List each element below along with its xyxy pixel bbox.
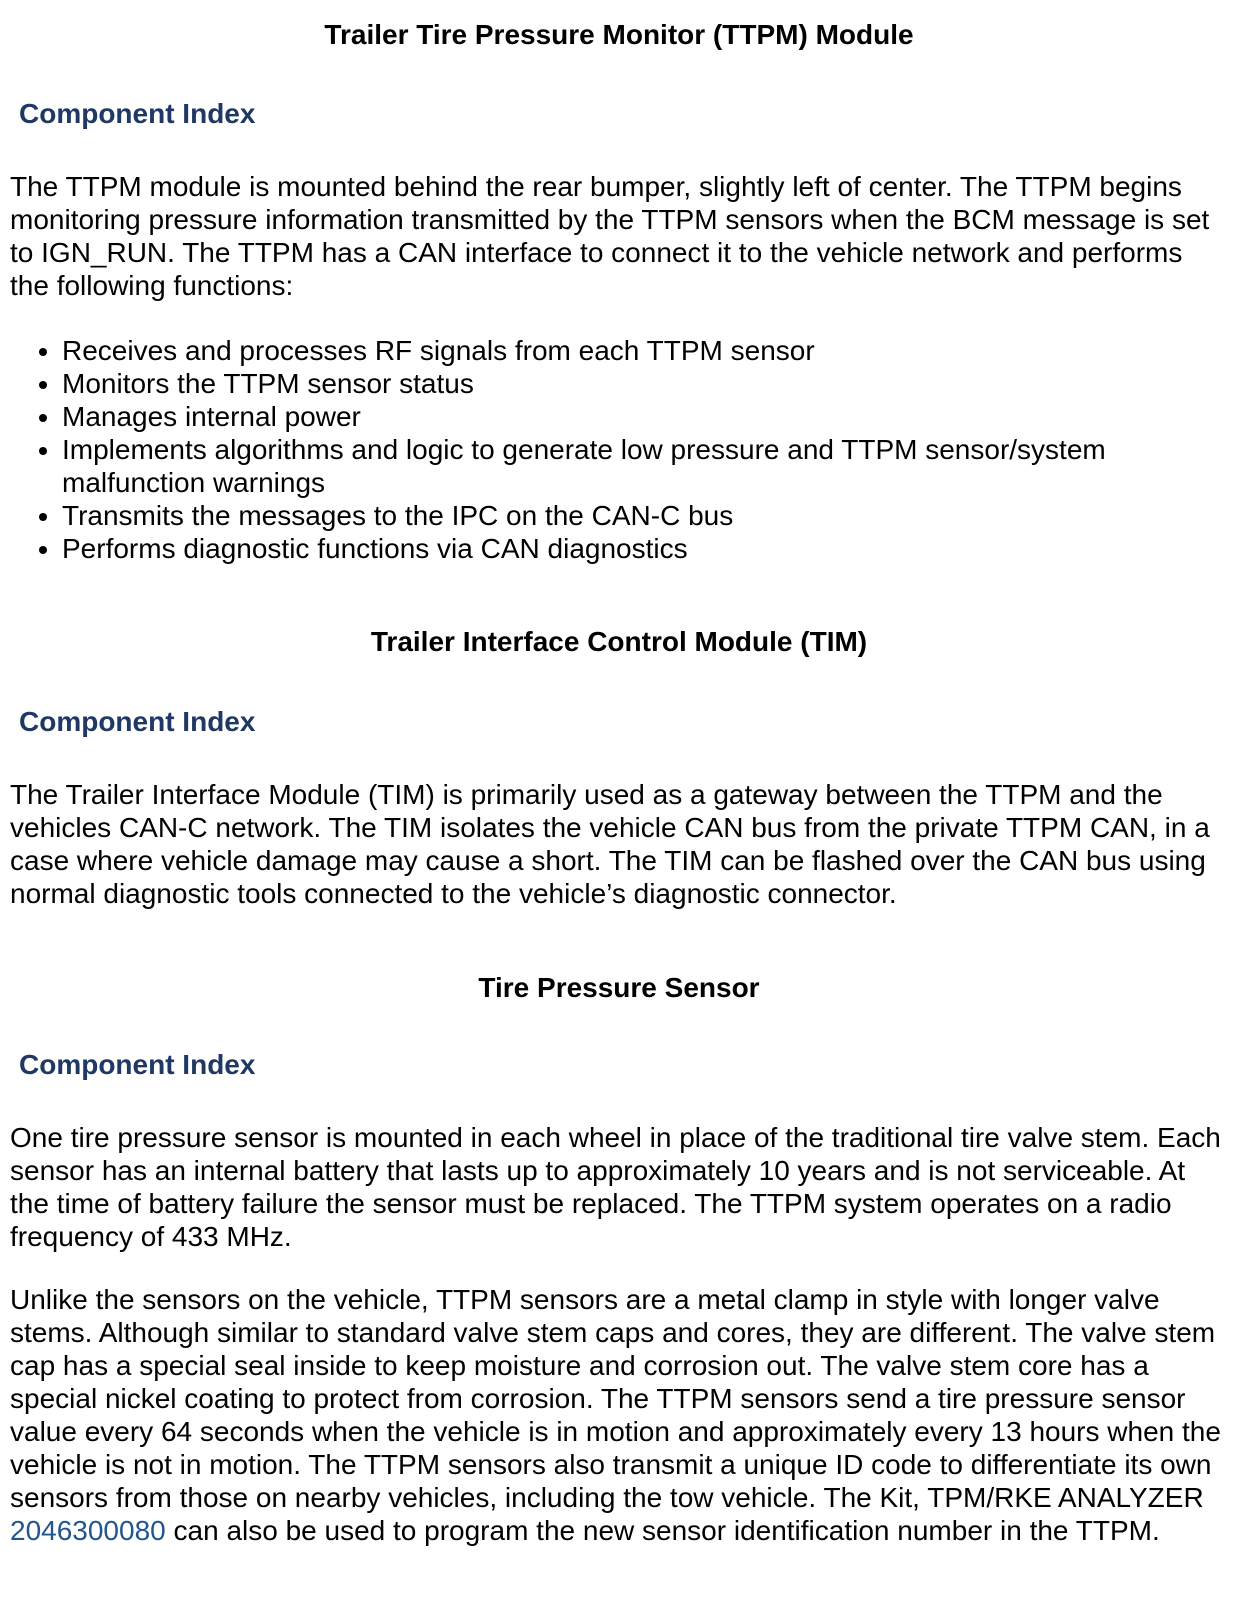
component-index-link[interactable]: Component Index — [19, 706, 256, 737]
sensor-description: One tire pressure sensor is mounted in each wheel in place of the traditional tire valve stem. Each sensor has an internal battery that lasts up to approximately 10 years and is not serviceable. At the time of battery failure the sensor must be replaced. The TTPM system operates on a radio frequency of 433 MHz. — [10, 1122, 1221, 1252]
sensor-details-text-after: can also be used to program the new sensor identification number in the TTPM. — [165, 1515, 1160, 1546]
sensor-details — [10, 1283, 1228, 1547]
service-manual-page — [10, 18, 1228, 1547]
list-item: • Performs diagnostic functions via CAN diagnostics — [62, 532, 1228, 565]
section-tire-pressure-sensor — [10, 971, 1228, 1547]
section-tim — [10, 625, 1228, 910]
ttpm-function-list — [10, 334, 1228, 565]
tim-description: The Trailer Interface Module (TIM) is primarily used as a gateway between the TTPM and the vehicles CAN-C network. The TIM isolates the vehicle CAN bus from the private TTPM CAN, in a case where vehicle damage may cause a short. The TIM can be flashed over the CAN bus using normal diagnostic tools connected to the vehicle’s diagnostic connector. — [10, 779, 1210, 909]
part-number-link[interactable]: 2046300080 — [10, 1515, 166, 1546]
section-title-tim: Trailer Interface Control Module (TIM) — [370, 626, 868, 657]
page-title: Trailer Tire Pressure Monitor (TTPM) Module — [324, 19, 914, 50]
ttpm-module-description: The TTPM module is mounted behind the rear bumper, slightly left of center. The TTPM begins monitoring pressure information transmitted by the TTPM sensors when the BCM message is set to IGN_RUN. The TTPM has a CAN interface to connect it to the vehicle network and performs the following functions: — [10, 171, 1210, 301]
list-item: • Monitors the TTPM sensor status — [62, 367, 1228, 400]
list-item: • Manages internal power — [62, 400, 1228, 433]
list-item: • Receives and processes RF signals from each TTPM sensor — [62, 334, 1228, 367]
list-item: • Implements algorithms and logic to generate low pressure and TTPM sensor/system malfunction warnings — [62, 433, 1228, 499]
component-index-link[interactable]: Component Index — [19, 1049, 256, 1080]
list-item: • Transmits the messages to the IPC on the CAN-C bus — [62, 499, 1228, 532]
component-index-link[interactable]: Component Index — [19, 98, 256, 129]
section-title-tire-pressure-sensor: Tire Pressure Sensor — [478, 972, 760, 1003]
sensor-details-text-before: Unlike the sensors on the vehicle, TTPM sensors are a metal clamp in style with longer valve stems. Although similar to standard valve stem caps and cores, they are different. The valve stem cap has a special seal inside to keep moisture and corrosion out. The valve stem core has a special nickel coating to protect from corrosion. The TTPM sensors send a tire pressure sensor value every 64 seconds when the vehicle is in motion and approximately every 13 hours when the vehicle is not in motion. The TTPM sensors also transmit a unique ID code to differentiate its own sensors from those on nearby vehicles, including the tow vehicle. The Kit, TPM/RKE ANALYZER — [10, 1284, 1221, 1513]
section-ttpm-module — [10, 18, 1228, 565]
